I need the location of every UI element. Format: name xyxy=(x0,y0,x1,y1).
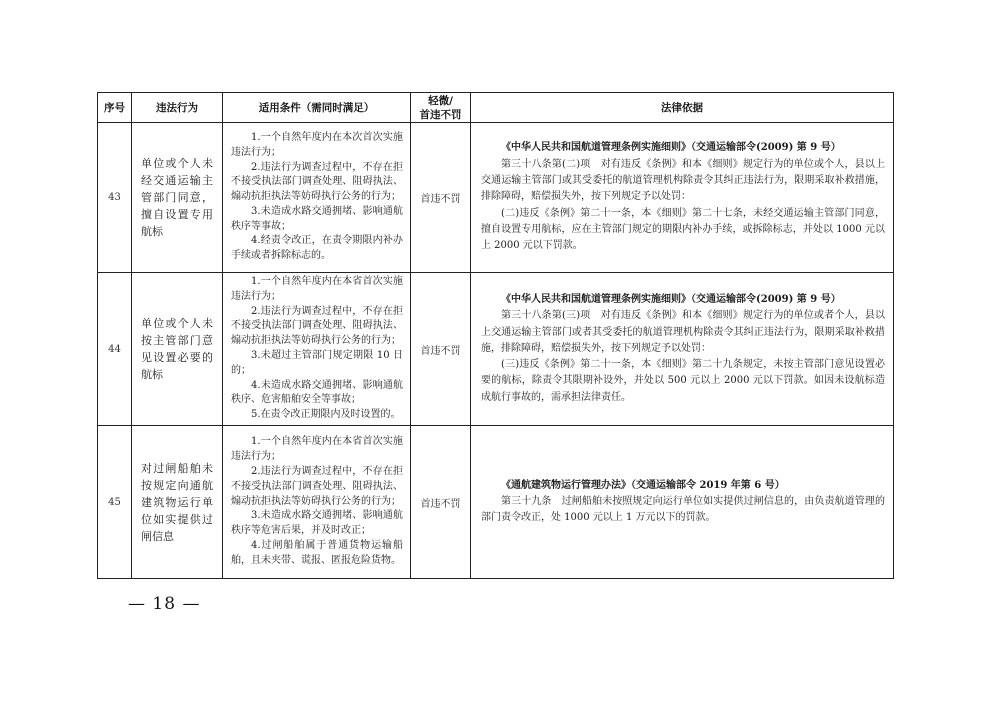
legal-basis-title: 《通航建筑物运行管理办法》（交通运输部令 2019 年第 6 号） xyxy=(501,479,785,491)
page-number: — 18 — xyxy=(128,594,201,614)
penalty-exemption-table xyxy=(97,92,894,579)
header-violation: 违法行为 xyxy=(132,93,223,123)
legal-basis-paragraph: 第三十八条第(二)项 对有违反《条例》和本《细则》规定行为的单位或个人，县以上交通运输主管部门或其受委托的航道管理机构除责令其纠正违法行为，限期采取补救措施，排除障碍，赔偿损失外，按下列规定予以处罚： xyxy=(481,158,885,203)
penalty-cell: 首违不罚 xyxy=(411,123,471,273)
table-row xyxy=(98,123,894,273)
row-seq: 43 xyxy=(98,123,132,273)
condition-item: 2.违法行为调查过程中，不存在拒不接受执法部门调查处理、阻碍执法、煽动抗拒执法等妨碍执行公务的行为； xyxy=(231,305,403,347)
legal-basis-cell xyxy=(471,426,894,579)
legal-basis-paragraph: 第三十八条第(三)项 对有违反《条例》和本《细则》规定行为的单位或者个人，县以上交通运输主管部门或者其受委托的航道管理机构除责令其纠正违法行为，限期采取补救措施，排除障碍，赔偿损失外，按下列规定予以处罚： xyxy=(481,310,885,354)
row-seq: 45 xyxy=(98,426,132,579)
conditions-cell xyxy=(223,426,411,579)
legal-basis-title: 《中华人民共和国航道管理条例实施细则》（交通运输部令(2009) 第 9 号） xyxy=(501,293,841,305)
legal-basis-cell xyxy=(471,273,894,426)
legal-basis-title: 《中华人民共和国航道管理条例实施细则》（交通运输部令(2009) 第 9 号） xyxy=(501,142,841,154)
row-seq: 44 xyxy=(98,273,132,426)
header-legal-basis: 法律依据 xyxy=(471,93,894,123)
violation-cell: 单位或个人未按主管部门意见设置必要的航标 xyxy=(132,273,223,426)
legal-basis-cell xyxy=(471,123,894,273)
condition-item: 3.未超过主管部门规定期限 10 日的； xyxy=(231,350,403,376)
condition-item: 1.一个自然年度内在本次首次实施违法行为； xyxy=(231,131,403,158)
condition-item: 1.一个自然年度内在本省首次实施违法行为； xyxy=(231,436,403,463)
condition-item: 3.未造成水路交通拥堵、影响通航秩序等事故； xyxy=(231,205,403,232)
violation-cell: 对过闸船舶未按规定向通航建筑物运行单位如实提供过闸信息 xyxy=(132,426,223,579)
header-penalty-line2: 首违不罚 xyxy=(419,108,462,121)
legal-basis-paragraph: (二)违反《条例》第二十一条，本《细则》第二十七条，未经交通运输主管部门同意，擅自设置专用航标，应在主管部门规定的期限内补办手续，或拆除标志，并处以 1000 元以上 2000 元以下罚款。 xyxy=(481,207,885,252)
conditions-cell xyxy=(223,273,411,426)
condition-item: 4.未造成水路交通拥堵、影响通航秩序、危害船舶安全等事故； xyxy=(231,379,403,406)
violation-cell: 单位或个人未经交通运输主管部门同意，擅自设置专用航标 xyxy=(132,123,223,273)
header-penalty-line1: 轻微/ xyxy=(428,94,453,107)
condition-item: 3.未造成水路交通拥堵、影响通航秩序等危害后果，并及时改正； xyxy=(231,510,403,537)
condition-item: 4.过闸船舶属于普通货物运输船舶，且未夹带、谎报、匿报危险货物。 xyxy=(231,539,403,566)
header-penalty xyxy=(411,93,471,123)
header-conditions: 适用条件（需同时满足） xyxy=(223,93,411,123)
legal-basis-paragraph: 第三十九条 过闸船舶未按照规定向运行单位如实提供过闸信息的，由负责航道管理的部门责令改正，处 1000 元以上 1 万元以下的罚款。 xyxy=(481,495,885,524)
condition-item: 5.在责令改正期限内及时设置的。 xyxy=(251,409,401,421)
table-header-row xyxy=(98,93,894,123)
penalty-cell: 首违不罚 xyxy=(411,273,471,426)
condition-item: 2.违法行为调查过程中，不存在拒不接受执法部门调查处理、阻碍执法、煽动抗拒执法等妨碍执行公务的行为； xyxy=(231,161,403,203)
condition-item: 2.违法行为调查过程中，不存在拒不接受执法部门调查处理、阻碍执法、煽动抗拒执法等妨碍执行公务的行为； xyxy=(231,466,403,507)
penalty-cell: 首违不罚 xyxy=(411,426,471,579)
table-row xyxy=(98,426,894,579)
conditions-cell xyxy=(223,123,411,273)
condition-item: 1.一个自然年度内在本省首次实施违法行为； xyxy=(231,276,403,302)
header-seq: 序号 xyxy=(98,93,132,123)
condition-item: 4.经责令改正，在责令期限内补办手续或者拆除标志的。 xyxy=(231,235,403,262)
legal-basis-paragraph: (三)违反《条例》第二十一条，本《细则》第二十九条规定，未按主管部门意见设置必要的航标，除责令其限期补设外，并处以 500 元以上 2000 元以下罚款。如因未设航标造成航行事故的，需承担法律责任。 xyxy=(481,359,885,403)
table-row xyxy=(98,273,894,426)
